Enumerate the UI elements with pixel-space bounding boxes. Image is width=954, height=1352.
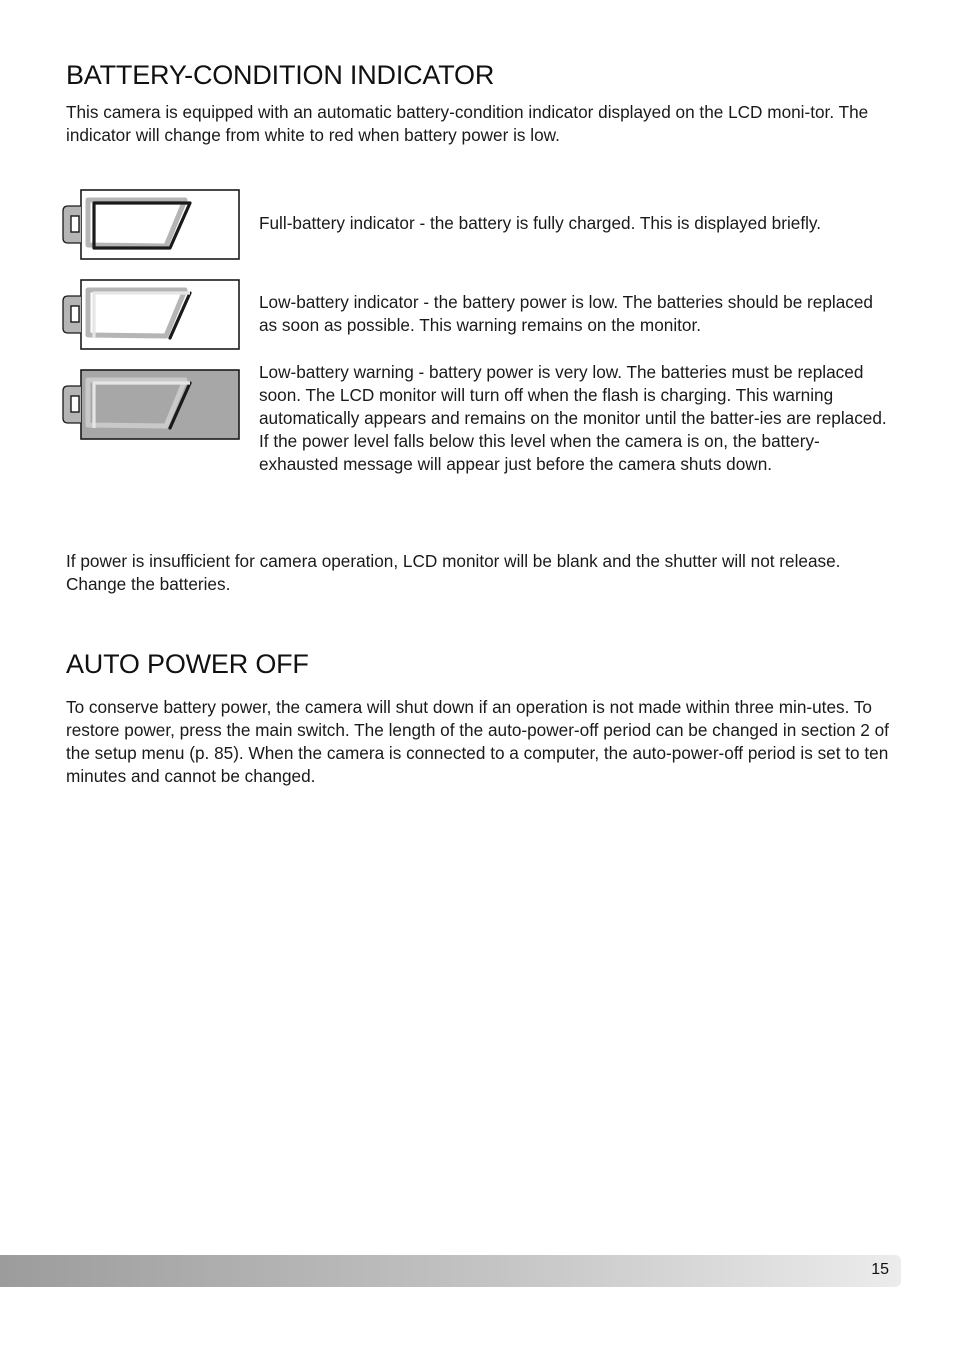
- section-title-auto-power-off: AUTO POWER OFF: [66, 649, 309, 679]
- insufficient-power-paragraph: If power is insufficient for camera operation, LCD monitor will be blank and the shutter will not release. Change the batteries.: [66, 551, 841, 594]
- footer-bar: [0, 1255, 901, 1287]
- full-battery-icon: [58, 188, 242, 262]
- low-battery-warning-description: Low-battery warning - battery power is very low. The batteries must be replaced soon. The LCD monitor will turn off when the flash is charging. This warning automatically appears and remains on the monitor until the batter-ies are replaced. If the power level falls below this level when the camera is on, the battery-exhausted message will appear just before the camera shuts down.: [259, 362, 887, 474]
- page-number: 15: [871, 1261, 889, 1278]
- full-battery-description: Full-battery indicator - the battery is fully charged. This is displayed briefly.: [259, 213, 822, 233]
- low-battery-warning-icon: [58, 368, 242, 442]
- section-title-battery-condition: BATTERY-CONDITION INDICATOR: [66, 60, 495, 90]
- auto-power-off-paragraph: To conserve battery power, the camera will shut down if an operation is not made within three min-utes. To restore power, press the main switch. The length of the auto-power-off period can be changed in section 2 of the setup menu (p. 85). When the camera is connected to a computer, the auto-power-off period is set to ten minutes and cannot be changed.: [66, 697, 889, 786]
- low-battery-icon: [58, 278, 242, 352]
- low-battery-description: Low-battery indicator - the battery power is low. The batteries should be replaced as soon as possible. This warning remains on the monitor.: [259, 292, 873, 335]
- battery-intro-paragraph: This camera is equipped with an automatic battery-condition indicator displayed on the LCD moni-tor. The indicator will change from white to red when battery power is low.: [66, 102, 869, 145]
